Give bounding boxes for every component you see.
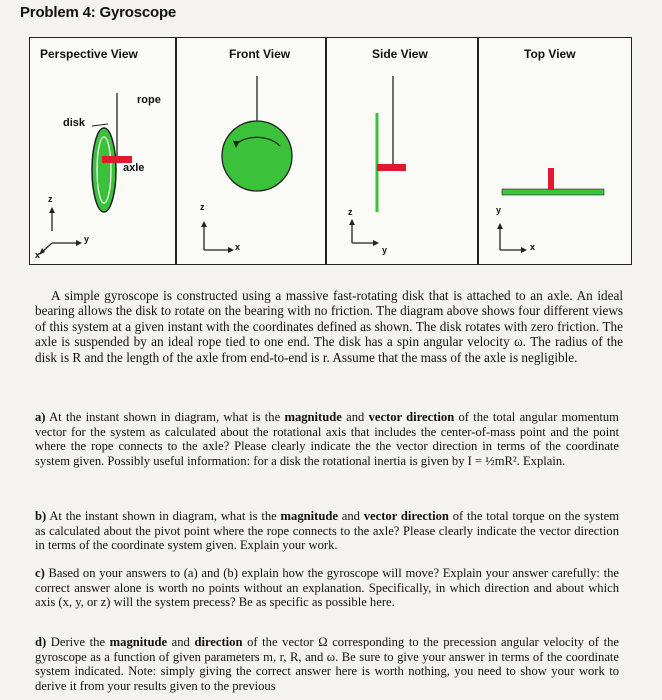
perspective-view-label: Perspective View bbox=[40, 47, 138, 61]
axis-label-y: y bbox=[496, 205, 502, 215]
question-b: b) At the instant shown in diagram, what is the magnitude and vector direction of the total torque on the system as calculated about the pivot point where the rope connects to the axle? Please clearly indicate the vector direction in terms of the coordinate system given. Explain your work. bbox=[35, 509, 619, 553]
axis-label-x: x bbox=[530, 242, 536, 252]
side-view-label: Side View bbox=[372, 47, 428, 61]
rope-label: rope bbox=[137, 94, 161, 106]
question-c: c) Based on your answers to (a) and (b) explain how the gyroscope will move? Explain your answer carefully: the correct answer alone is worth no points without an explanation. Specifically, in which direction and about which axis (x, y, or z) will the system precess? Be as specific as possible here. bbox=[35, 566, 619, 610]
axis-label-x: x bbox=[35, 250, 41, 260]
question-a: a) At the instant shown in diagram, what is the magnitude and vector direction of the total angular momentum vector for the system as calculated about the rotational axis that includes the center-of-mass point and the point where the rope connects to the axle? Please clearly indicate the the vector direction in terms of the coordinate system given. Possibly useful information: for a disk the rotational inertia is given by I = ½mR². Explain. bbox=[35, 410, 619, 468]
question-d: d) Derive the magnitude and direction of the vector Ω corresponding to the precession angular velocity of the gyroscope as a function of given parameters m, r, R, and ω. Be sure to give your answer in terms of the coordinate system indicated. Note: simply giving the correct answer here is worth nothing, you need to show your work to derive it from your results given to the previous bbox=[35, 635, 619, 693]
disk-shape bbox=[222, 121, 292, 191]
axle-shape bbox=[377, 164, 406, 171]
perspective-figure bbox=[39, 93, 132, 255]
axle-shape bbox=[548, 168, 554, 190]
axis-label-y: y bbox=[382, 245, 388, 255]
front-figure bbox=[201, 76, 292, 253]
disk-label: disk bbox=[63, 117, 86, 129]
disk-leader-line bbox=[92, 124, 108, 126]
axis-label-y: y bbox=[84, 234, 90, 244]
axis-label-x: x bbox=[235, 242, 241, 252]
gyroscope-diagram bbox=[30, 38, 633, 266]
intro-paragraph: A simple gyroscope is constructed using a massive fast-rotating disk that is attached to an axle. An ideal bearing allows the disk to rotate on the bearing with no friction. The diagram above shows four different views of this system at a given instant with the coordinates defined as shown. The disk rotates with zero friction. The axle is suspended by an ideal rope tied to one end. The disk has a spin angular velocity ω. The radius of the disk is R and the length of the axle from end-to-end is r. Assume that the mass of the axle is negligible. bbox=[35, 288, 623, 365]
top-view-label: Top View bbox=[524, 47, 576, 61]
problem-title: Problem 4: Gyroscope bbox=[20, 4, 177, 21]
problem-intro bbox=[35, 288, 623, 365]
axis-label-z: z bbox=[348, 207, 353, 217]
diagram-panels bbox=[29, 37, 632, 265]
axis-label-z: z bbox=[200, 202, 205, 212]
disk-shape bbox=[92, 128, 116, 212]
axle-label: axle bbox=[123, 162, 145, 174]
side-figure bbox=[349, 76, 406, 246]
front-view-label: Front View bbox=[229, 47, 291, 61]
top-figure bbox=[497, 168, 604, 253]
axis-label-z: z bbox=[48, 194, 53, 204]
